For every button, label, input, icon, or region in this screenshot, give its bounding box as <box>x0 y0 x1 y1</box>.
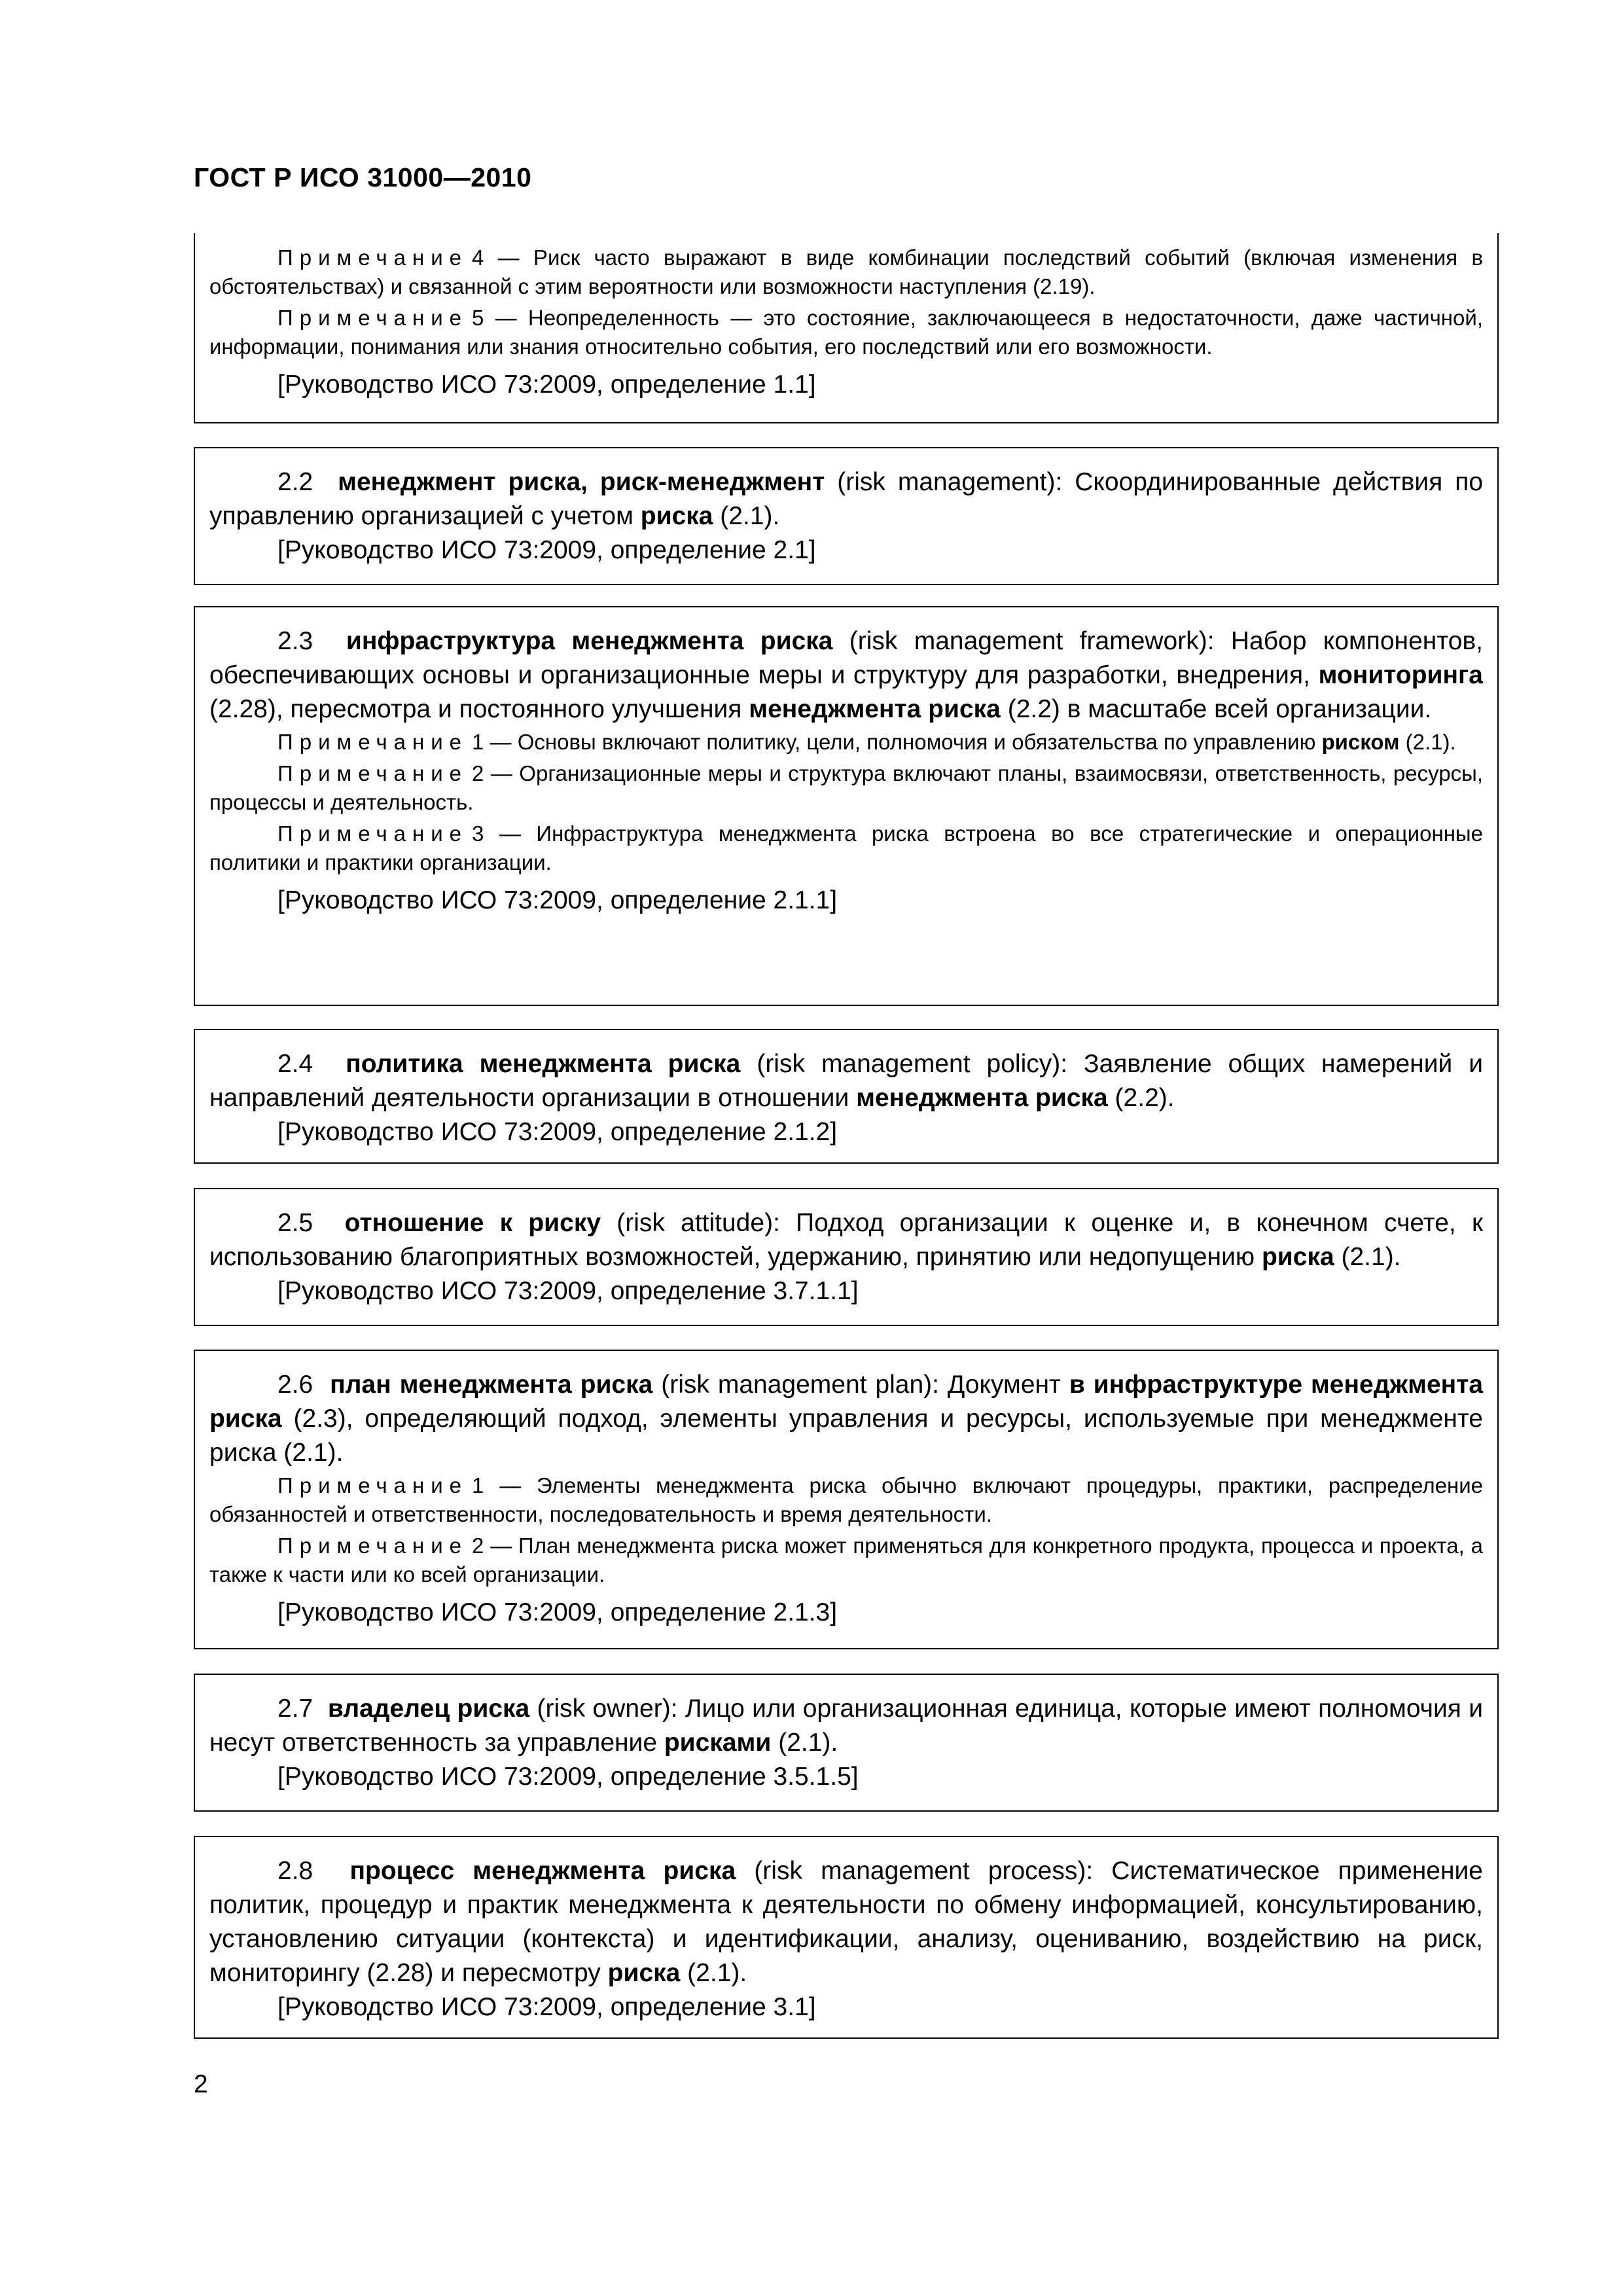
note-text: (2.1). <box>1399 730 1456 754</box>
note-number: 5 <box>472 306 484 330</box>
note-number: 2 <box>472 1534 484 1558</box>
note-2 <box>209 759 1483 817</box>
definition-box-2-3 <box>194 606 1499 1006</box>
note-3 <box>209 819 1483 877</box>
definition-text <box>209 465 1483 533</box>
definition-box-2-1-continued <box>194 233 1499 423</box>
term-name: план менеджмента риска <box>330 1371 653 1399</box>
definition-part: : Заявление общих намерений и направлений деятельности организации в отношении <box>209 1050 1484 1112</box>
reference: [Руководство ИСО 73:2009, определение 1.1] <box>277 370 816 399</box>
term-number: 2.6 <box>277 1371 313 1399</box>
reference: [Руководство ИСО 73:2009, определение 3.1] <box>277 1993 816 2021</box>
definition-text <box>209 1854 1483 1990</box>
cross-reference-term: риска <box>1261 1243 1334 1271</box>
note-number: 2 <box>472 761 484 785</box>
definition-box-2-6 <box>194 1350 1499 1649</box>
note-5 <box>209 304 1483 361</box>
definition-box-2-5 <box>194 1188 1499 1326</box>
note-text: — Инфраструктура менеджмента риска встроена во все стратегические и операционные политики и практики организации. <box>209 821 1483 874</box>
note-label: Примечание <box>277 1473 469 1498</box>
definition-part: : Лицо или организационная единица, которые имеют полномочия и несут ответственность за управление <box>209 1695 1483 1757</box>
note-text: — Основы включают политику, цели, полномочия и обязательства по управлению <box>490 730 1322 754</box>
note-number: 3 <box>472 821 484 846</box>
cross-reference-term: риска <box>607 1959 681 1987</box>
note-number: 1 <box>472 730 484 754</box>
reference: [Руководство ИСО 73:2009, определение 2.1.3] <box>277 1598 838 1626</box>
note-1 <box>209 1471 1483 1529</box>
note-text: — Неопределенность — это состояние, заключающееся в недостаточности, даже частичной, информации, понимания или знания относительно события, его последствий или его возможности. <box>209 306 1483 359</box>
term-english: (risk attitude) <box>616 1209 774 1237</box>
definition-part: (2.1). <box>771 1729 838 1757</box>
note-label: Примечание <box>277 730 469 754</box>
term-english: (risk owner) <box>537 1695 671 1723</box>
note-text: — План менеджмента риска может применяться для конкретного продукта, процесса и проекта, а также к части или ко всей организации. <box>209 1534 1483 1587</box>
definition-part: (2.1). <box>680 1959 747 1987</box>
definition-part: (2.1). <box>713 502 780 530</box>
definition-part: : Подход организации к оценке и, в конечном счете, к использованию благоприятных возможностей, удержанию, принятию или недопущению <box>209 1209 1484 1271</box>
note-label: Примечание <box>277 1534 469 1558</box>
cross-reference-term: менеджмента риска <box>749 695 1001 723</box>
definition-part: (2.2). <box>1107 1084 1175 1112</box>
definition-part: : Документ <box>932 1371 1069 1399</box>
definition-box-2-8 <box>194 1836 1499 2039</box>
term-english: (risk management framework) <box>849 627 1207 655</box>
note-label: Примечание <box>277 821 469 846</box>
term-name: политика менеджмента риска <box>346 1050 741 1078</box>
note-text: — Организационные меры и структура включают планы, взаимосвязи, ответственность, ресурсы, процессы и деятельность. <box>209 761 1483 814</box>
term-number: 2.3 <box>277 627 313 655</box>
note-1 <box>209 728 1483 757</box>
term-name: инфраструктура менеджмента риска <box>346 627 833 655</box>
cross-reference-term: риска <box>640 502 713 530</box>
term-english: (risk management process) <box>754 1857 1086 1885</box>
term-number: 2.4 <box>277 1050 313 1078</box>
term-name: процесс менеджмента риска <box>349 1857 736 1885</box>
term-name: отношение к риску <box>344 1209 601 1237</box>
definition-part: (2.1). <box>1334 1243 1401 1271</box>
reference: [Руководство ИСО 73:2009, определение 3.5.1.5] <box>277 1763 859 1791</box>
term-number: 2.2 <box>277 468 313 496</box>
reference: [Руководство ИСО 73:2009, определение 3.7.1.1] <box>277 1277 859 1305</box>
reference: [Руководство ИСО 73:2009, определение 2.1.1] <box>277 886 838 914</box>
definition-part: (2.28), пересмотра и постоянного улучшения <box>209 695 749 723</box>
definition-box-2-2 <box>194 447 1499 585</box>
definition-box-2-4 <box>194 1029 1499 1164</box>
page-number: 2 <box>194 2070 208 2098</box>
term-number: 2.5 <box>277 1209 313 1237</box>
note-4 <box>209 243 1483 301</box>
definition-part: (2.3), определяющий подход, элементы управления и ресурсы, используемые при менеджменте риска (2.1). <box>209 1405 1483 1467</box>
term-number: 2.8 <box>277 1857 313 1885</box>
reference: [Руководство ИСО 73:2009, определение 2.1] <box>277 536 816 564</box>
definition-text <box>209 1047 1483 1115</box>
document-header: ГОСТ Р ИСО 31000—2010 <box>194 162 532 192</box>
cross-reference-term: рисками <box>664 1729 772 1757</box>
note-label: Примечание <box>277 306 469 330</box>
definition-part: : Набор компонентов, обеспечивающих основы и организационные меры и структуру для разработки, внедрения, <box>209 627 1483 689</box>
note-text: — Элементы менеджмента риска обычно включают процедуры, практики, распределение обязанностей и ответственности, последовательность и время деятельности. <box>209 1473 1483 1526</box>
definition-part: : Скоординированные действия по управлению организацией с учетом <box>209 468 1484 530</box>
cross-reference-term: риском <box>1321 730 1400 754</box>
term-english: (risk management plan) <box>661 1371 933 1399</box>
term-name: владелец риска <box>327 1695 530 1723</box>
term-name: менеджмент риска, риск-менеджмент <box>338 468 825 496</box>
term-english: (risk management policy) <box>757 1050 1061 1078</box>
note-number: 1 <box>472 1473 484 1498</box>
note-text: — Риск часто выражают в виде комбинации последствий событий (включая изменения в обстоятельствах) и связанной с этим вероятности или возможности наступления (2.19). <box>209 245 1483 298</box>
definition-part: (2.2) в масштабе всей организации. <box>1000 695 1432 723</box>
term-english: (risk management) <box>837 468 1056 496</box>
cross-reference-term: в инфраструктуре менеджмента риска <box>209 1371 1484 1433</box>
definition-text <box>209 624 1483 726</box>
note-number: 4 <box>472 245 484 270</box>
definition-box-2-7 <box>194 1674 1499 1812</box>
definition-text <box>209 1206 1483 1274</box>
definition-text <box>209 1368 1483 1470</box>
cross-reference-term: менеджмента риска <box>856 1084 1108 1112</box>
term-number: 2.7 <box>277 1695 313 1723</box>
note-label: Примечание <box>277 761 469 785</box>
reference: [Руководство ИСО 73:2009, определение 2.1.2] <box>277 1118 838 1146</box>
cross-reference-term: мониторинга <box>1318 661 1483 689</box>
definition-text <box>209 1692 1483 1760</box>
definition-part: : Систематическое применение политик, процедур и практик менеджмента к деятельности по обмену информацией, консультированию, установлению ситуации (контекста) и идентификации, анализу, оцениванию, воздействию на риск, мониторингу (2.28) и пересмотру <box>209 1857 1484 1987</box>
note-label: Примечание <box>277 245 469 270</box>
note-2 <box>209 1532 1483 1589</box>
